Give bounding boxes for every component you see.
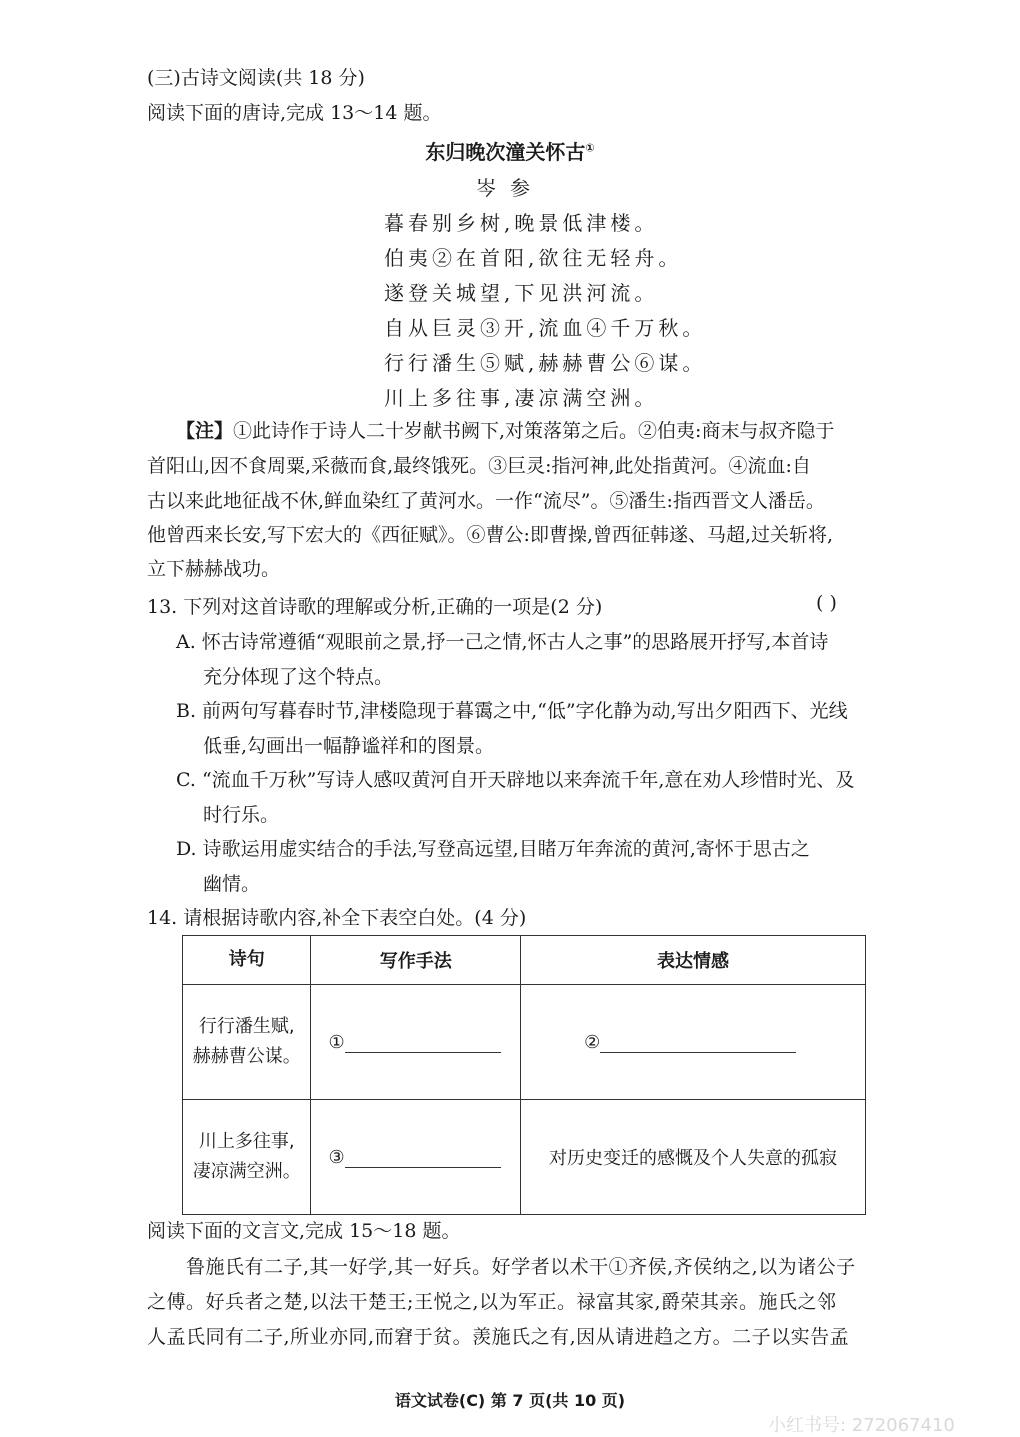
passage-line: 鲁施氏有二子,其一好学,其一好兵。好学者以术干①齐侯,齐侯纳之,以为诸公子 [186,1256,856,1278]
question-13-stem: 13. 下列对这首诗歌的理解或分析,正确的一项是(2 分) [147,596,603,618]
poem-line: 暮春别乡树,晚景低津楼。 [384,211,659,235]
section-title: (三)古诗文阅读(共 18 分) [147,67,365,89]
emotion-cell: 对历史变迁的感慨及个人失意的孤寂 [521,1100,866,1215]
option-a-cont: 充分体现了这个特点。 [203,666,394,688]
passage-line: 之傅。好兵者之楚,以法干楚王;王悦之,以为军正。禄富其家,爵荣其亲。施氏之邻 [147,1291,837,1313]
answer-blank[interactable] [600,1052,796,1053]
table-row [183,985,866,1100]
header-emotion: 表达情感 [521,936,866,985]
poem-line-cell: 行行潘生赋, 赫赫曹公谋。 [183,985,311,1100]
option-c-cont: 时行乐。 [203,804,280,826]
note-line: 【注】①此诗作于诗人二十岁献书阙下,对策落第之后。②伯夷:商末与叔齐隐于 [176,420,835,442]
answer-blank[interactable] [345,1052,501,1053]
poem-intro: 阅读下面的唐诗,完成 13～14 题。 [147,102,442,124]
header-method: 写作手法 [311,936,521,985]
table-header-row [183,936,866,985]
option-a: A. 怀古诗常遵循“观眼前之景,抒一己之情,怀古人之事”的思路展开抒写,本首诗 [176,631,829,653]
poem-line: 行行潘生⑤赋,赫赫曹公⑥谋。 [384,351,707,375]
note-line: 他曾西来长安,写下宏大的《西征赋》。⑥曹公:即曹操,曾西征韩遂、马超,过关斩将, [147,524,834,546]
note-label: 【注】 [176,420,234,442]
option-d: D. 诗歌运用虚实结合的手法,写登高远望,目睹万年奔流的黄河,寄怀于思古之 [176,838,810,860]
method-blank-cell[interactable]: ③ [311,1100,521,1215]
passage-intro: 阅读下面的文言文,完成 15～18 题。 [147,1220,461,1242]
poem-title: 东归晚次潼关怀古① [425,140,595,164]
option-b-cont: 低垂,勾画出一幅静谧祥和的图景。 [203,735,495,757]
poem-author: 岑参 [476,176,544,200]
table-row [183,1100,866,1215]
option-c: C. “流血千万秋”写诗人感叹黄河自开天辟地以来奔流千年,意在劝人珍惜时光、及 [176,769,855,791]
answer-table [182,935,866,1215]
passage-line: 人孟氏同有二子,所业亦同,而窘于贫。羡施氏之有,因从请进趋之方。二子以实告孟 [147,1326,850,1348]
answer-paren[interactable]: ( ) [816,592,837,614]
poem-line: 自从巨灵③开,流血④千万秋。 [384,316,707,340]
question-14-stem: 14. 请根据诗歌内容,补全下表空白处。(4 分) [147,907,527,929]
note-line: 古以来此地征战不休,鲜血染红了黄河水。一作“流尽”。⑤潘生:指西晋文人潘岳。 [147,490,825,512]
poem-line: 遂登关城望,下见洪河流。 [384,281,659,305]
header-poem-line: 诗句 [183,936,311,985]
answer-blank[interactable] [345,1167,501,1168]
poem-line: 川上多往事,凄凉满空洲。 [384,386,659,410]
poem-line: 伯夷②在首阳,欲往无轻舟。 [384,246,683,270]
note-line: 首阳山,因不食周粟,采薇而食,最终饿死。③巨灵:指河神,此处指黄河。④流血:自 [147,455,811,477]
watermark: 小红书号: 272067410 [768,1415,955,1436]
note-line: 立下赫赫战功。 [147,558,281,580]
option-b: B. 前两句写暮春时节,津楼隐现于暮霭之中,“低”字化静为动,写出夕阳西下、光线 [176,700,848,722]
poem-line-cell: 川上多往事, 凄凉满空洲。 [183,1100,311,1215]
method-blank-cell[interactable]: ① [311,985,521,1100]
emotion-blank-cell[interactable]: ② [521,985,866,1100]
page-footer: 语文试卷(C) 第 7 页(共 10 页) [394,1391,626,1410]
option-d-cont: 幽情。 [203,873,261,895]
